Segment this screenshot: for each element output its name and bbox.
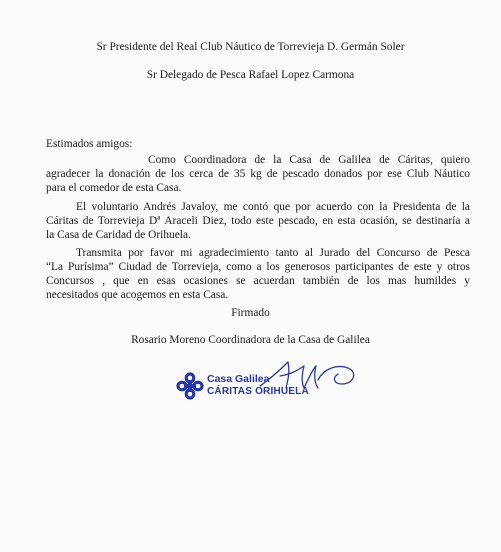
stamp-line-2: CÁRITAS ORIHUELA [207, 386, 309, 397]
paragraph-3-line-4: necesitados que acogemos en esta Casa. [46, 289, 229, 301]
paragraph-2-line-1: El voluntario Andrés Javaloy, me contó que por acuerdo con la Presidenta de la [76, 201, 470, 213]
paragraph-1-line-2: agradecer la donación de los cerca de 35 kg de pescado donados por ese Club Náutico [46, 168, 470, 180]
caritas-cross-logo-icon [174, 370, 206, 402]
recipient-line-1: Sr Presidente del Real Club Náutico de Torrevieja D. Germán Soler [96, 41, 405, 53]
paragraph-3-line-2: “La Purísima” Ciudad de Torrevieja, como a los generosos participantes de este y otros [46, 261, 470, 273]
paragraph-3-line-3: Concursos , que en esas ocasiones se acuerdan también de los mas humildes y [46, 275, 470, 287]
salutation: Estimados amigos: [46, 138, 133, 150]
paragraph-3-line-1: Transmita por favor mi agradecimiento tanto al Jurado del Concurso de Pesca [76, 247, 470, 259]
signed-label: Firmado [231, 307, 270, 319]
handwritten-signature-icon [254, 358, 364, 398]
caritas-stamp [170, 356, 370, 406]
recipient-line-2: Sr Delegado de Pesca Rafael Lopez Carmona [146, 69, 355, 81]
signatory-line: Rosario Moreno Coordinadora de la Casa de Galilea [131, 334, 370, 346]
stamp-line-1: Casa Galilea [207, 373, 270, 385]
paragraph-1-line-3: para el comedor de esta Casa. [46, 182, 182, 194]
paragraph-1-line-1: Como Coordinadora de la Casa de Galilea de Cáritas, quiero [148, 154, 470, 166]
paragraph-2-line-3: la Casa de Caridad de Orihuela. [46, 229, 191, 241]
paragraph-2-line-2: Cáritas de Torrevieja Dª Araceli Diez, todo este pescado, en esta ocasión, se destinaría a [46, 215, 470, 227]
